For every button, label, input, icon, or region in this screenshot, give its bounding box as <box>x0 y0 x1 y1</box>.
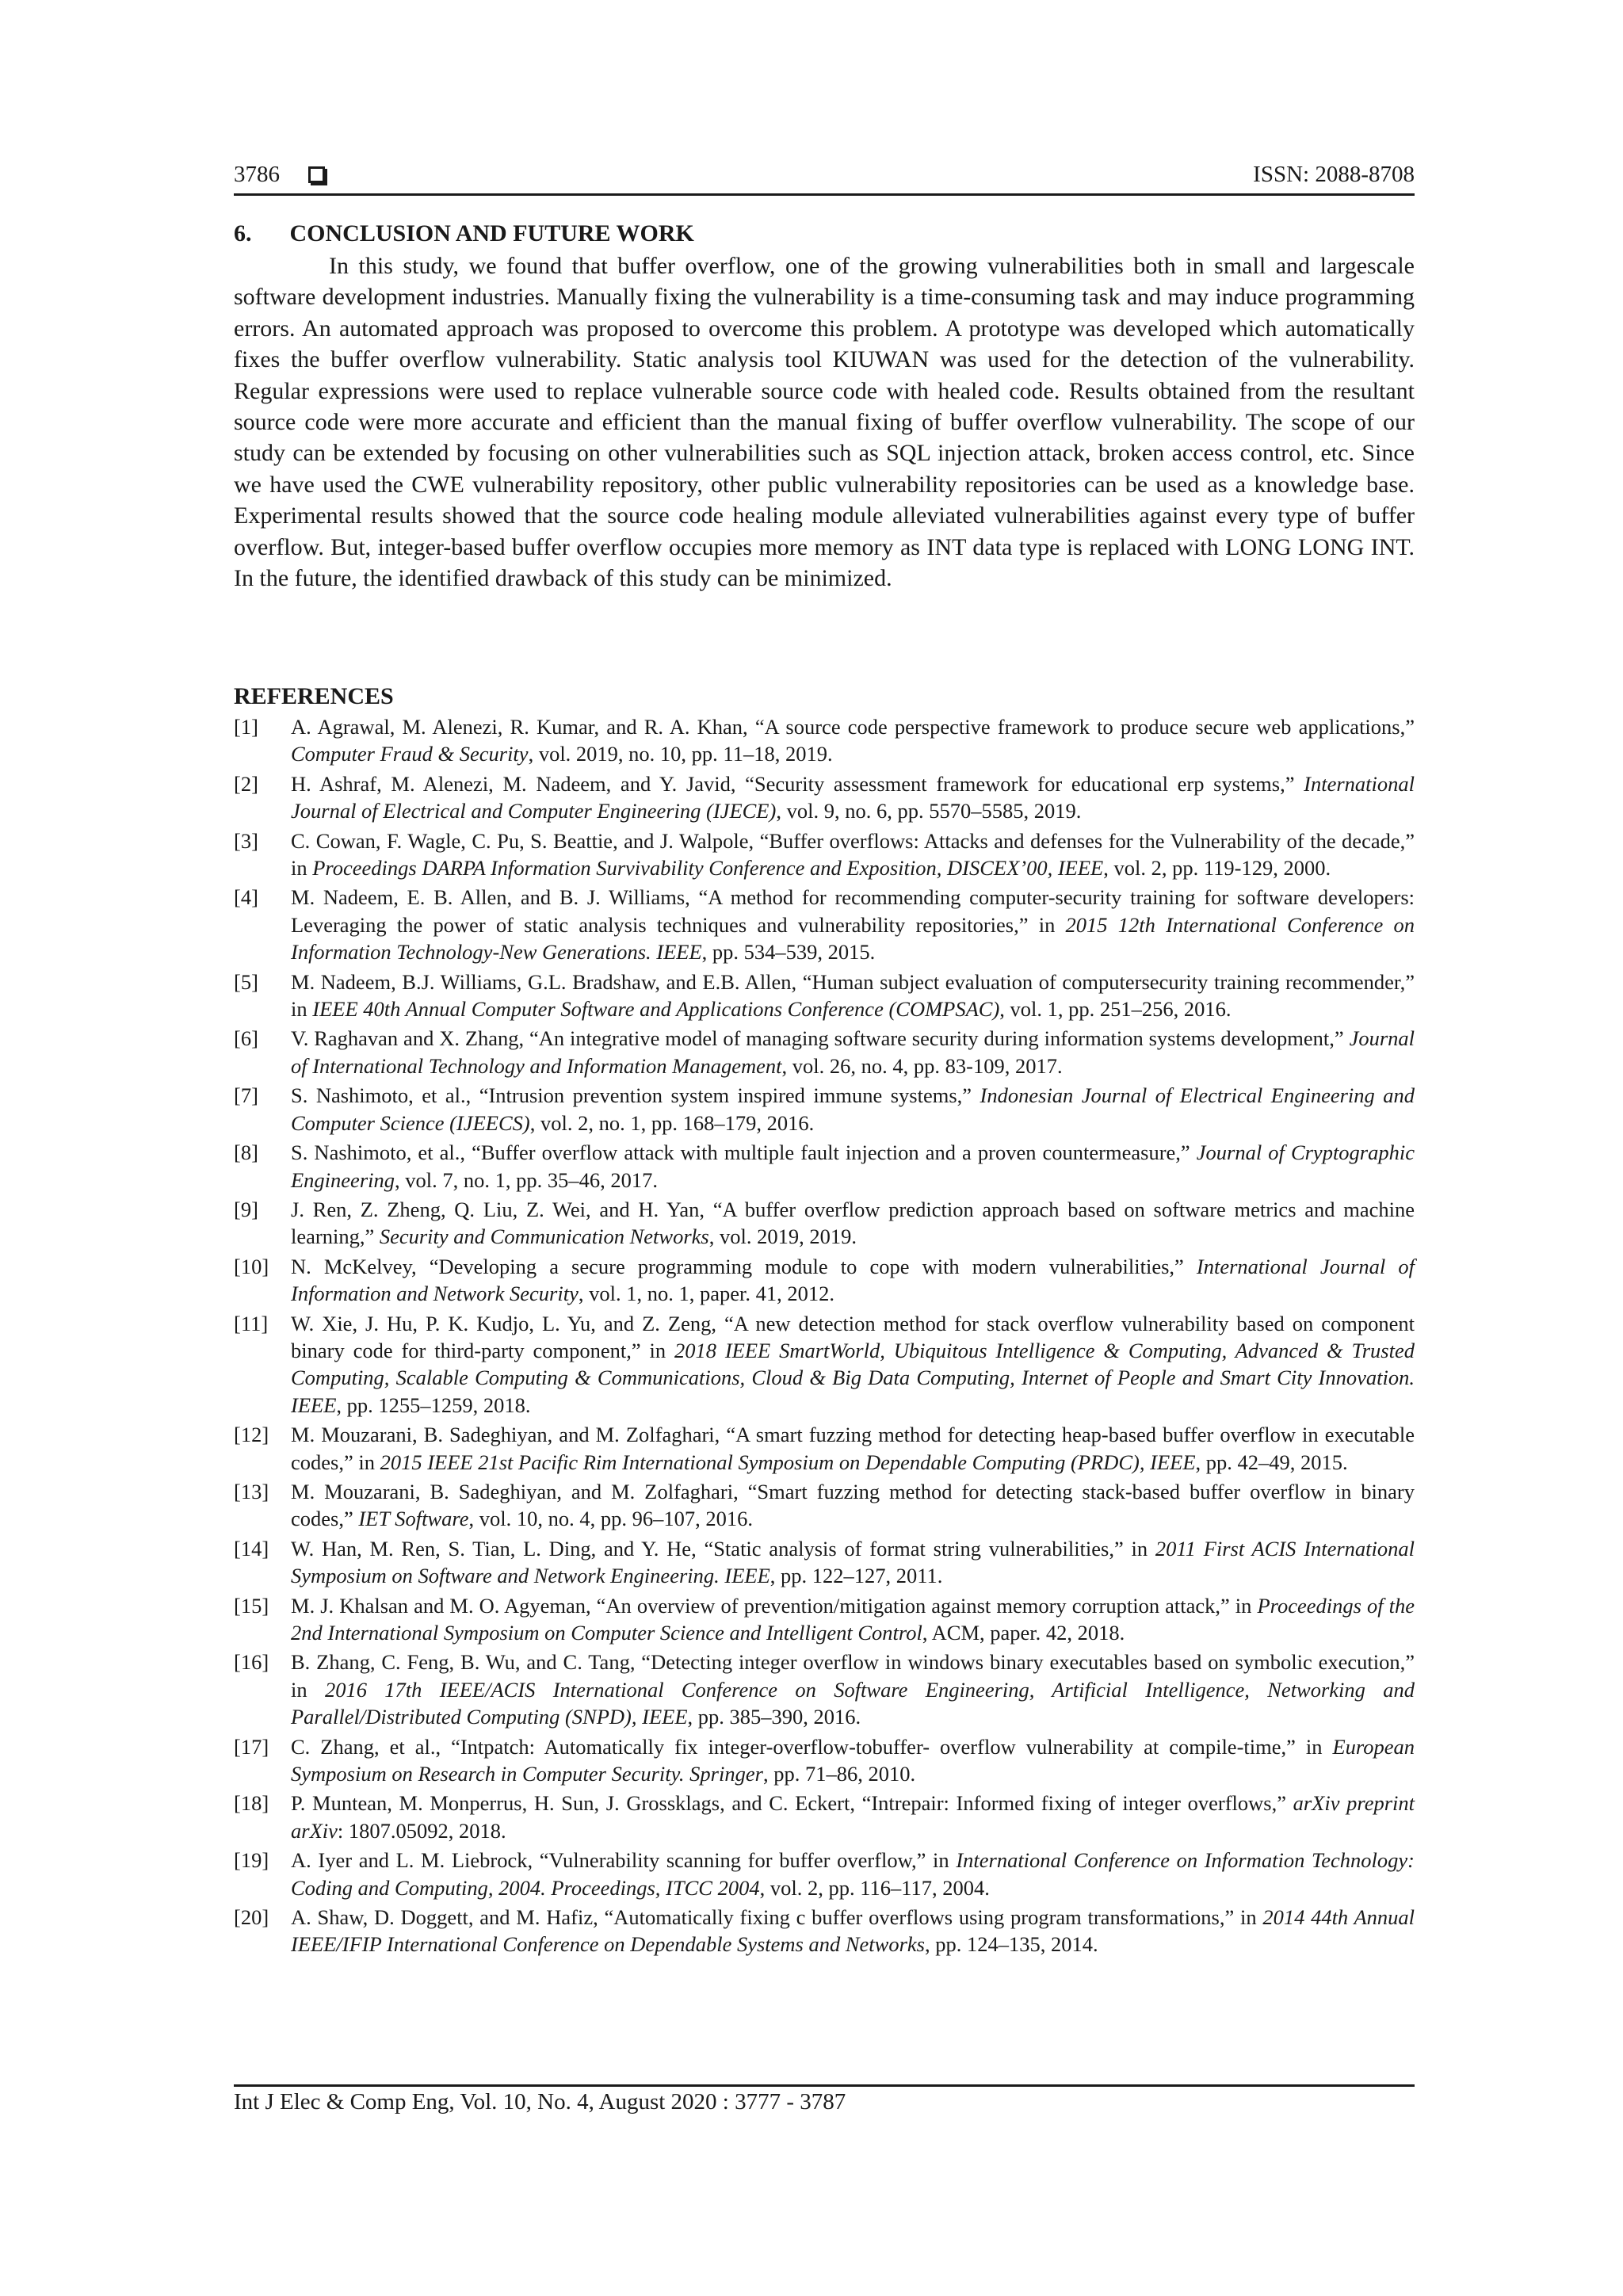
reference-details: : 1807.05092, 2018. <box>337 1818 506 1843</box>
reference-text <box>291 1592 1415 1647</box>
reference-number: [1] <box>234 715 258 739</box>
reference-item <box>234 1733 1415 1788</box>
section-title: CONCLUSION AND FUTURE WORK <box>289 220 694 246</box>
reference-details: , vol. 7, no. 1, pp. 35–46, 2017. <box>395 1167 658 1192</box>
page-footer: Int J Elec & Comp Eng, Vol. 10, No. 4, August 2020 : 3777 - 3787 <box>234 2089 846 2115</box>
reference-authors-title: W. Xie, J. Hu, P. K. Kudjo, L. Yu, and Z. Zeng, “A new detection method for stack overflow vulnerability based on component binary code for third-party component,” in <box>291 1311 1415 1362</box>
reference-venue: 2018 IEEE SmartWorld, Ubiquitous Intelligence & Computing, Advanced & Trusted Computing, Scalable Computing & Communications, Cloud & Big Data Computing, Internet of People and Smart City Innovation. IEEE <box>291 1338 1415 1417</box>
reference-number: [8] <box>234 1140 258 1165</box>
reference-venue: 2014 44th Annual IEEE/IFIP International Conference on Dependable Systems and Networks <box>291 1905 1415 1957</box>
reference-venue: 2016 17th IEEE/ACIS International Conference on Software Engineering, Artificial Intelligence, Networking and Parallel/Distributed Computing (SNPD), IEEE <box>291 1677 1415 1729</box>
reference-item <box>234 1535 1415 1590</box>
reference-item <box>234 1253 1415 1308</box>
reference-number: [3] <box>234 828 258 853</box>
reference-number: [7] <box>234 1083 258 1108</box>
reference-authors-title: B. Zhang, C. Feng, B. Wu, and C. Tang, “Detecting integer overflow in windows binary executables based on symbolic execution,” in <box>291 1650 1415 1702</box>
reference-text <box>291 1904 1415 1958</box>
reference-item <box>234 1196 1415 1251</box>
reference-authors-title: V. Raghavan and X. Zhang, “An integrative model of managing software security during information systems development,” <box>291 1026 1350 1051</box>
reference-number: [4] <box>234 885 258 910</box>
reference-authors-title: H. Ashraf, M. Alenezi, M. Nadeem, and Y. Javid, “Security assessment framework for educational erp systems,” <box>291 771 1304 796</box>
reference-text <box>291 1253 1415 1308</box>
reference-venue: Journal of Cryptographic Engineering <box>291 1140 1415 1192</box>
reference-text <box>291 1733 1415 1788</box>
header-left <box>234 162 325 188</box>
reference-text <box>291 1648 1415 1730</box>
reference-text <box>291 1790 1415 1844</box>
reference-details: , vol. 9, no. 6, pp. 5570–5585, 2019. <box>776 799 1082 823</box>
reference-authors-title: S. Nashimoto, et al., “Buffer overflow attack with multiple fault injection and a proven countermeasure,” <box>291 1140 1197 1165</box>
page-header <box>234 155 1415 196</box>
reference-venue: 2011 First ACIS International Symposium on Software and Network Engineering. IEEE <box>291 1536 1415 1588</box>
reference-venue: Proceedings of the 2nd International Symposium on Computer Science and Intelligent Control <box>291 1593 1415 1645</box>
reference-authors-title: M. Nadeem, E. B. Allen, and B. J. Williams, “A method for recommending computer-security training for software developers: Leveraging the power of static analysis techniques and vulnerability repositories,” in <box>291 885 1415 937</box>
reference-authors-title: A. Agrawal, M. Alenezi, R. Kumar, and R. A. Khan, “A source code perspective framework to produce secure web applications,” <box>291 715 1415 739</box>
reference-item <box>234 1790 1415 1844</box>
reference-authors-title: M. Mouzarani, B. Sadeghiyan, and M. Zolfaghari, “A smart fuzzing method for detecting heap-based buffer overflow in executable codes,” in <box>291 1423 1415 1474</box>
reference-authors-title: C. Cowan, F. Wagle, C. Pu, S. Beattie, and J. Walpole, “Buffer overflows: Attacks and defenses for the Vulnerability of the decade,” in <box>291 828 1415 881</box>
reference-text <box>291 713 1415 768</box>
reference-details: , vol. 2019, 2019. <box>708 1224 857 1249</box>
reference-text <box>291 1421 1415 1476</box>
reference-item <box>234 1648 1415 1730</box>
reference-venue: European Symposium on Research in Computer Security. Springer <box>291 1734 1415 1786</box>
reference-text <box>291 1310 1415 1419</box>
reference-venue: IET Software <box>358 1507 469 1531</box>
reference-number: [9] <box>234 1197 258 1221</box>
reference-number: [16] <box>234 1650 269 1675</box>
reference-venue: IEEE 40th Annual Computer Software and Applications Conference (COMPSAC) <box>312 997 1000 1022</box>
reference-item <box>234 713 1415 768</box>
reference-number: [14] <box>234 1536 269 1561</box>
reference-number: [20] <box>234 1905 269 1930</box>
reference-item <box>234 1478 1415 1533</box>
page-number: 3786 <box>234 161 280 187</box>
reference-item <box>234 1082 1415 1137</box>
reference-details: , vol. 2, pp. 116–117, 2004. <box>759 1875 990 1900</box>
reference-text <box>291 968 1415 1023</box>
reference-venue: arXiv preprint arXiv <box>291 1791 1415 1843</box>
reference-details: , pp. 71–86, 2010. <box>762 1762 916 1786</box>
reference-item <box>234 1904 1415 1958</box>
conclusion-paragraph: In this study, we found that buffer overflow, one of the growing vulnerabilities both in small and largescale software development industries. Manually fixing the vulnerability is a time-consuming task and may induce programming errors. An automated approach was proposed to overcome this problem. A prototype was developed which automatically fixes the buffer overflow vulnerability. Static analysis tool KIUWAN was used for the detection of the vulnerability. Regular expressions were used to replace vulnerable source code with healed code. Results obtained from the resultant source code were more accurate and efficient than the manual fixing of buffer overflow vulnerability. The scope of our study can be extended by focusing on other vulnerabilities such as SQL injection attack, broken access control, etc. Since we have used the CWE vulnerability repository, other public vulnerability repositories can be used as a knowledge base. Experimental results showed that the source code healing module alleviated vulnerabilities against every type of buffer overflow. But, integer-based buffer overflow occupies more memory as INT data type is replaced with LONG LONG INT. In the future, the identified drawback of this study can be minimized. <box>234 253 1415 592</box>
reference-number: [11] <box>234 1311 269 1335</box>
reference-number: [19] <box>234 1848 269 1873</box>
reference-item <box>234 827 1415 882</box>
reference-venue: 2015 12th International Conference on Information Technology-New Generations. IEEE <box>291 912 1415 965</box>
reference-item <box>234 884 1415 965</box>
reference-item <box>234 1025 1415 1079</box>
references-heading: REFERENCES <box>234 683 394 709</box>
reference-number: [6] <box>234 1026 258 1051</box>
reference-text <box>291 1535 1415 1590</box>
reference-text <box>291 1139 1415 1194</box>
reference-details: , pp. 124–135, 2014. <box>924 1932 1098 1957</box>
reference-authors-title: M. Nadeem, B.J. Williams, G.L. Bradshaw, and E.B. Allen, “Human subject evaluation of computersecurity training recommender,” in <box>291 969 1415 1022</box>
reference-item <box>234 1139 1415 1194</box>
reference-venue: Indonesian Journal of Electrical Engineering and Computer Science (IJEECS) <box>291 1083 1415 1135</box>
reference-text <box>291 770 1415 825</box>
reference-number: [17] <box>234 1734 269 1759</box>
reference-details: , vol. 1, pp. 251–256, 2016. <box>999 997 1232 1022</box>
reference-venue: Security and Communication Networks <box>379 1224 709 1249</box>
section-number: 6. <box>234 220 252 246</box>
reference-details: , pp. 1255–1259, 2018. <box>336 1392 531 1417</box>
reference-authors-title: M. Mouzarani, B. Sadeghiyan, and M. Zolfaghari, “Smart fuzzing method for detecting stack-based buffer overflow in binary codes,” <box>291 1479 1415 1531</box>
reference-number: [5] <box>234 969 258 994</box>
reference-item <box>234 1421 1415 1476</box>
reference-text <box>291 1082 1415 1137</box>
reference-text <box>291 1847 1415 1901</box>
reference-number: [18] <box>234 1791 269 1816</box>
reference-authors-title: N. McKelvey, “Developing a secure programming module to cope with modern vulnerabilities,” <box>291 1254 1197 1278</box>
reference-text <box>291 1196 1415 1251</box>
reference-details: , vol. 2, no. 1, pp. 168–179, 2016. <box>529 1110 815 1135</box>
reference-details: , vol. 2, pp. 119-129, 2000. <box>1103 856 1331 881</box>
reference-number: [15] <box>234 1593 269 1618</box>
reference-text <box>291 1025 1415 1079</box>
footer-divider <box>234 2084 1415 2087</box>
reference-venue: 2015 IEEE 21st Pacific Rim International Symposium on Dependable Computing (PRDC), IEEE <box>380 1450 1196 1474</box>
reference-venue: Journal of International Technology and Information Management <box>291 1026 1415 1078</box>
reference-venue: International Journal of Information and Network Security <box>291 1254 1415 1306</box>
reference-venue: Computer Fraud & Security <box>291 742 529 766</box>
reference-text <box>291 1478 1415 1533</box>
reference-number: [2] <box>234 771 258 796</box>
reference-authors-title: M. J. Khalsan and M. O. Agyeman, “An overview of prevention/mitigation against memory corruption attack,” in <box>291 1593 1258 1618</box>
reference-item <box>234 770 1415 825</box>
reference-item <box>234 1592 1415 1647</box>
reference-details: , vol. 26, no. 4, pp. 83-109, 2017. <box>781 1053 1063 1078</box>
reference-details: , pp. 385–390, 2016. <box>687 1705 861 1729</box>
reference-details: , pp. 122–127, 2011. <box>769 1564 943 1588</box>
reference-authors-title: A. Shaw, D. Doggett, and M. Hafiz, “Automatically fixing c buffer overflows using program transformations,” in <box>291 1905 1263 1930</box>
reference-item <box>234 1310 1415 1419</box>
issn-label: ISSN: 2088-8708 <box>1253 161 1415 187</box>
reference-venue: International Journal of Electrical and Computer Engineering (IJECE) <box>291 771 1415 823</box>
reference-authors-title: P. Muntean, M. Monperrus, H. Sun, J. Grossklags, and C. Eckert, “Intrepair: Informed fixing of integer overflows,” <box>291 1791 1293 1816</box>
reference-details: , vol. 10, no. 4, pp. 96–107, 2016. <box>468 1507 753 1531</box>
reference-item <box>234 1847 1415 1901</box>
reference-item <box>234 968 1415 1023</box>
reference-details: , pp. 534–539, 2015. <box>701 940 876 965</box>
reference-text <box>291 884 1415 965</box>
reference-authors-title: W. Han, M. Ren, S. Tian, L. Ding, and Y. He, “Static analysis of format string vulnerabilities,” in <box>291 1536 1155 1561</box>
section-heading <box>234 220 694 247</box>
reference-details: , pp. 42–49, 2015. <box>1195 1450 1348 1474</box>
reference-number: [12] <box>234 1423 269 1447</box>
reference-authors-title: J. Ren, Z. Zheng, Q. Liu, Z. Wei, and H. Yan, “A buffer overflow prediction approach based on software metrics and machine learning,” <box>291 1197 1415 1249</box>
reference-details: , vol. 1, no. 1, paper. 41, 2012. <box>578 1282 834 1306</box>
reference-number: [10] <box>234 1254 269 1278</box>
references-list <box>234 713 1415 1961</box>
square-bullet-icon <box>308 166 325 183</box>
reference-details: , vol. 2019, no. 10, pp. 11–18, 2019. <box>528 742 833 766</box>
reference-authors-title: S. Nashimoto, et al., “Intrusion prevention system inspired immune systems,” <box>291 1083 980 1108</box>
reference-text <box>291 827 1415 882</box>
reference-authors-title: A. Iyer and L. M. Liebrock, “Vulnerability scanning for buffer overflow,” in <box>291 1848 957 1873</box>
reference-number: [13] <box>234 1479 269 1503</box>
reference-venue: International Conference on Information Technology: Coding and Computing, 2004. Proceedings, ITCC 2004 <box>291 1848 1415 1900</box>
reference-authors-title: C. Zhang, et al., “Intpatch: Automatically fix integer-overflow-tobuffer- overflow vulnerability at compile-time,” in <box>291 1734 1333 1759</box>
reference-venue: Proceedings DARPA Information Survivability Conference and Exposition, DISCEX’00, IEEE <box>312 856 1104 881</box>
reference-details: , ACM, paper. 42, 2018. <box>922 1621 1125 1645</box>
